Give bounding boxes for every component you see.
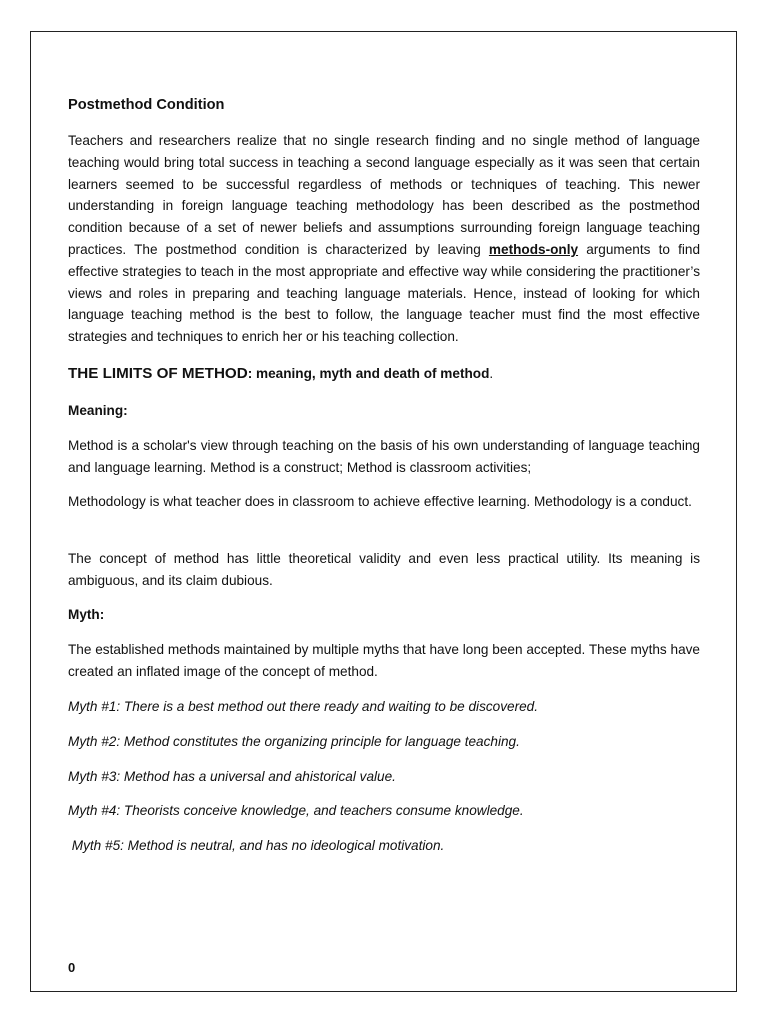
meaning-paragraph-2: Methodology is what teacher does in classroom to achieve effective learning. Methodology is a conduct. xyxy=(68,494,692,509)
document-page xyxy=(30,31,737,992)
meaning-label: Meaning: xyxy=(68,403,128,418)
myth-item: Myth #1: There is a best method out there ready and waiting to be discovered. xyxy=(68,699,539,714)
section-heading: Postmethod Condition xyxy=(68,97,225,113)
intro-text-part2: arguments to find effective strategies to teach in the most appropriate and effective way while considering the practitioner’s views and roles in preparing and teaching language materials. Hence, instead of looking for which language teaching method is the best to follow, the language teacher must find the most effective strategies and techniques to enrich her or his teaching collection. xyxy=(68,241,700,345)
myth-item: Myth #3: Method has a universal and ahistorical value. xyxy=(68,769,396,784)
myth-item: Myth #5: Method is neutral, and has no ideological motivation. xyxy=(68,838,445,853)
intro-paragraph xyxy=(68,130,700,348)
limits-heading xyxy=(68,363,493,385)
myth-label: Myth: xyxy=(68,607,105,622)
meaning-paragraph-1: Method is a scholar's view through teaching on the basis of his own understanding of language teaching and language learning. Method is a construct; Method is classroom activities; xyxy=(68,438,700,475)
meaning-paragraph-3: The concept of method has little theoretical validity and even less practical utility. Its meaning is ambiguous, and its claim dubious. xyxy=(68,551,700,588)
page-number: 0 xyxy=(68,960,76,975)
myth-item: Myth #2: Method constitutes the organizing principle for language teaching. xyxy=(68,734,520,749)
limits-period: . xyxy=(489,366,494,381)
myth-intro-paragraph: The established methods maintained by multiple myths that have long been accepted. These myths have created an inflated image of the concept of method. xyxy=(68,642,700,679)
limits-subtitle: : meaning, myth and death of method xyxy=(247,366,490,381)
intro-text-part1: Teachers and researchers realize that no single research finding and no single method of language teaching would bring total success in teaching a second language especially as it was seen that certain learners seemed to be successful regardless of methods or techniques of teaching. This newer understanding in foreign language teaching methodology has been described as the postmethod condition because of a set of newer beliefs and assumptions surrounding foreign language teaching practices. The postmethod condition is characterized by leaving xyxy=(68,133,700,257)
methods-only-emphasis: methods-only xyxy=(488,241,579,257)
myth-item: Myth #4: Theorists conceive knowledge, and teachers consume knowledge. xyxy=(68,803,524,818)
limits-title: THE LIMITS OF METHOD xyxy=(68,365,248,382)
